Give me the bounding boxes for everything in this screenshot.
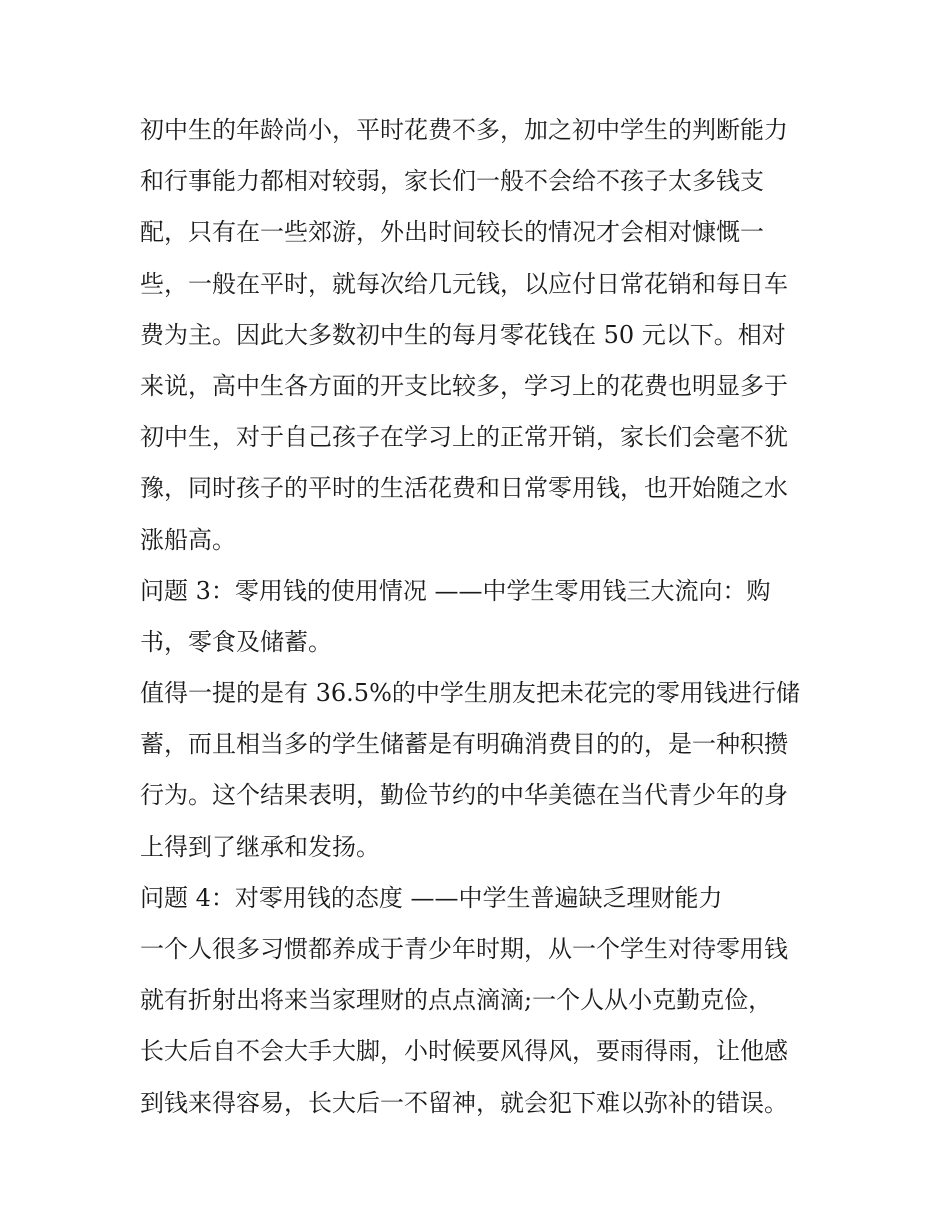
body-text [140, 105, 830, 1129]
text-line: 费为主。因此大多数初中生的每月零花钱在 50 元以下。相对 [140, 320, 786, 349]
question-4-heading: 问题 4：对零用钱的态度 ——中学生普遍缺乏理财能力 [140, 883, 723, 912]
text-line: 一个人很多习惯都养成于青少年时期，从一个学生对待零用钱 [140, 935, 788, 963]
text-line: 初中生，对于自己孩子在学习上的正常开销，家长们会毫不犹 [140, 423, 788, 452]
text-line: 上得到了继承和发扬。 [140, 832, 380, 861]
text-line: 配，只有在一些郊游，外出时间较长的情况才会相对慷慨一 [140, 218, 764, 247]
text-line: 豫，同时孩子的平时的生活花费和日常零用钱，也开始随之水 [140, 474, 788, 503]
text-line: 初中生的年龄尚小，平时花费不多，加之初中学生的判断能力 [140, 116, 788, 144]
text-line: 行为。这个结果表明，勤俭节约的中华美德在当代青少年的身 [140, 781, 788, 810]
text-line: 书，零食及储蓄。 [140, 627, 332, 656]
text-line: 涨船高。 [140, 525, 236, 554]
text-line: 些，一般在平时，就每次给几元钱，以应付日常花销和每日车 [140, 269, 788, 298]
question-3-heading: 问题 3：零用钱的使用情况 ——中学生零用钱三大流向：购 [140, 576, 771, 605]
text-line: 来说，高中生各方面的开支比较多，学习上的花费也明显多于 [140, 371, 788, 400]
text-line: 到钱来得容易，长大后一不留神，就会犯下难以弥补的错误。 [140, 1088, 788, 1117]
text-line: 就有折射出将来当家理财的点点滴滴;一个人从小克勤克俭， [140, 986, 773, 1015]
text-line: 蓄，而且相当多的学生储蓄是有明确消费目的的，是一种积攒 [140, 730, 788, 759]
text-line: 和行事能力都相对较弱，家长们一般不会给不孩子太多钱支 [140, 167, 764, 196]
text-line: 长大后自不会大手大脚，小时候要风得风，要雨得雨，让他感 [140, 1037, 788, 1066]
text-line: 值得一提的是有 36.5%的中学生朋友把未花完的零用钱进行储 [140, 679, 800, 708]
